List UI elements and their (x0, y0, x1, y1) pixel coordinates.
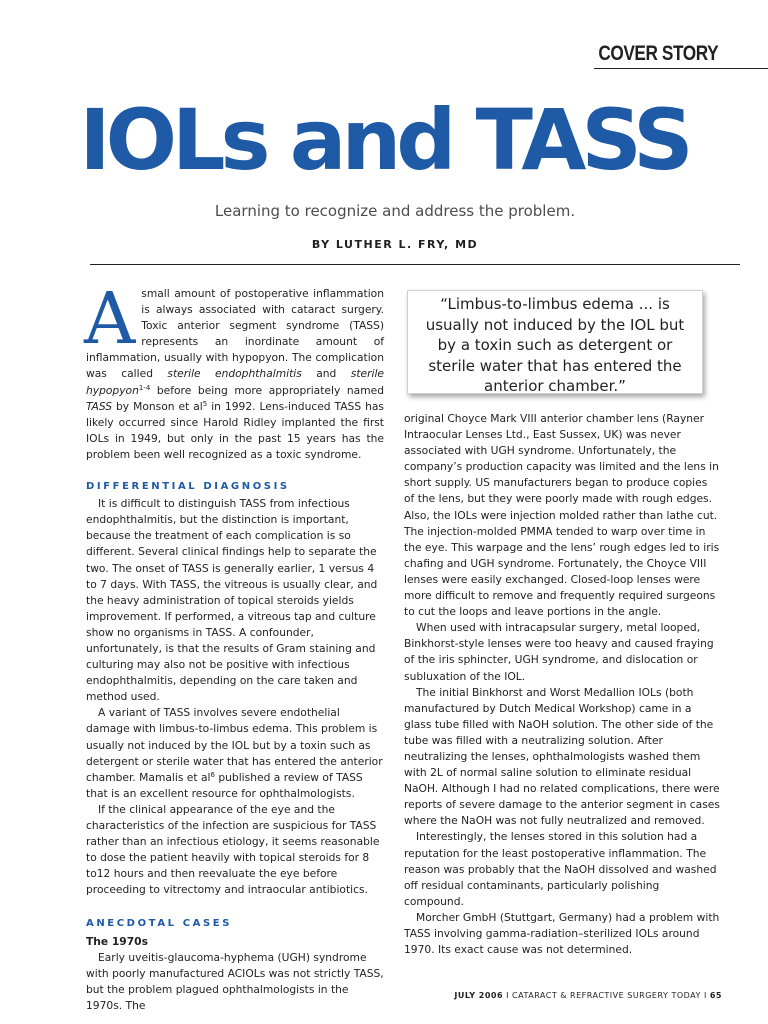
body-paragraph: A variant of TASS involves severe endothelial damage with limbus-to-limbus edema. This problem is usually not induced by the IOL but by a toxin such as detergent or sterile water that has entered the anterior chamber. Mamalis et $al^6$ published a review of TASS that is an excellent resource for ophthalmologists. (86, 706, 383, 800)
body-paragraph: original Choyce Mark VIII anterior chamber lens (Rayner Intraocular Lenses Ltd., East Sussex, UK) was never associated with UGH syndrome. Unfortunately, the company’s production capacity was limited and the lens in short supply. US manufacturers began to produce copies of the lens, but they were poorly made with rough edges. Also, the IOLs were injection molded rather than lathe cut. The injection-molded PMMA tended to warp over time in the eye. This warpage and the lens’ rough edges led to iris chafing and UGH syndrome. Fortunately, the Choyce VIII lenses were easily exchanged. Closed-loop lenses were more difficult to remove and frequently required surgeons to cut the loops and leave portions in the angle. (404, 412, 720, 619)
section-heading-anecdotal: ANECDOTAL CASES (86, 918, 233, 930)
page-number: 65 (709, 991, 722, 1000)
pull-quote (407, 290, 703, 394)
body-paragraph: If the clinical appearance of the eye and the characteristics of the infection are suspicious for TASS rather than an infectious etiology, it seems reasonable to dose the patient heavily with topical steroids for 8 to12 hours and then reevaluate the eye before proceeding to vitrectomy and intraocular antibiotics. (86, 802, 380, 897)
section-label: COVER STORY (598, 42, 718, 65)
byline-rule (90, 264, 740, 265)
article-title: IOLs and TASS (79, 91, 689, 189)
footer-publication: CATARACT & REFRACTIVE SURGERY TODAY (512, 991, 701, 1000)
article-byline: BY LUTHER L. FRY, MD (311, 238, 479, 251)
drop-cap: A (84, 277, 136, 360)
intro-paragraph: Asmall amount of postoperative inflammation is always associated with cataract surgery. Toxic anterior segment syndrome (TASS) represents an inordinate amount of inflammation, usually with hypopyon. The complication was called sterile endophthalmitis and sterile hypopyon$^{1-4}$ before being more appropriately named TASS by Monson et $al^5$ in 1992. Lens-induced TASS has likely occurred since Harold Ridley implanted the first IOLs in 1949, but only in the past 15 years has the problem been well recognized as a toxic syndrome. (84, 277, 384, 461)
article-subtitle: Learning to recognize and address the problem. (214, 202, 576, 220)
subheading-1970s: The 1970s (86, 934, 148, 948)
body-paragraph: When used with intracapsular surgery, metal looped, Binkhorst-style lenses were too heavy and caused fraying of the iris sphincter, UGH syndrome, and dislocation or subluxation of the IOL. (404, 621, 714, 683)
left-column (84, 277, 384, 1014)
body-paragraph: It is difficult to distinguish TASS from infectious endophthalmitis, but the distinction is important, because the treatment of each complication is so different. Several clinical findings help to separate the two. The onset of TASS is generally earlier, 1 versus 4 to 7 days. With TASS, the vitreous is usually clear, and the heavy administration of topical steroids yields improvement. If performed, a vitreous tap and culture show no organisms in TASS. A confounder, unfortunately, is that the results of Gram staining and culturing may also not be positive with infectious endophthalmitis, depending on the care taken and method used. (86, 497, 378, 704)
footer-date: JULY 2006 (454, 991, 504, 1000)
body-paragraph: Interestingly, the lenses stored in this solution had a reputation for the least postoperative inflammation. The reason was probably that the NaOH dissolved and washed off residual contaminants, particularly polishing compound. (404, 830, 717, 908)
body-paragraph: Early uveitis-glaucoma-hyphema (UGH) syndrome with poorly manufactured ACIOLs was not strictly TASS, but the problem plagued ophthalmologists in the 1970s. The (86, 950, 384, 1012)
page-footer: JULY 2006 I CATARACT & REFRACTIVE SURGERY TODAY I 65 (454, 991, 722, 1000)
right-column (404, 411, 720, 958)
pull-quote-text: “Limbus-to-limbus edema ... is usually not induced by the IOL but by a toxin such as detergent or sterile water that has entered the anterior chamber.” (425, 295, 685, 396)
section-heading-differential: DIFFERENTIAL DIAGNOSIS (86, 481, 290, 493)
body-paragraph: Morcher GmbH (Stuttgart, Germany) had a problem with TASS involving gamma-radiation–sterilized IOLs around 1970. Its exact cause was not determined. (404, 910, 720, 957)
section-rule (594, 68, 768, 69)
body-paragraph: The initial Binkhorst and Worst Medallion IOLs (both manufactured by Dutch Medical Workshop) came in a glass tube filled with NaOH solution. The other side of the tube was filled with a neutralizing solution. After neutralizing the lenses, ophthalmologists washed them with 2L of normal saline solution to eliminate residual NaOH. Although I had no related complications, there were reports of severe damage to the anterior segment in cases where the NaOH was not fully neutralized and removed. (404, 685, 720, 828)
